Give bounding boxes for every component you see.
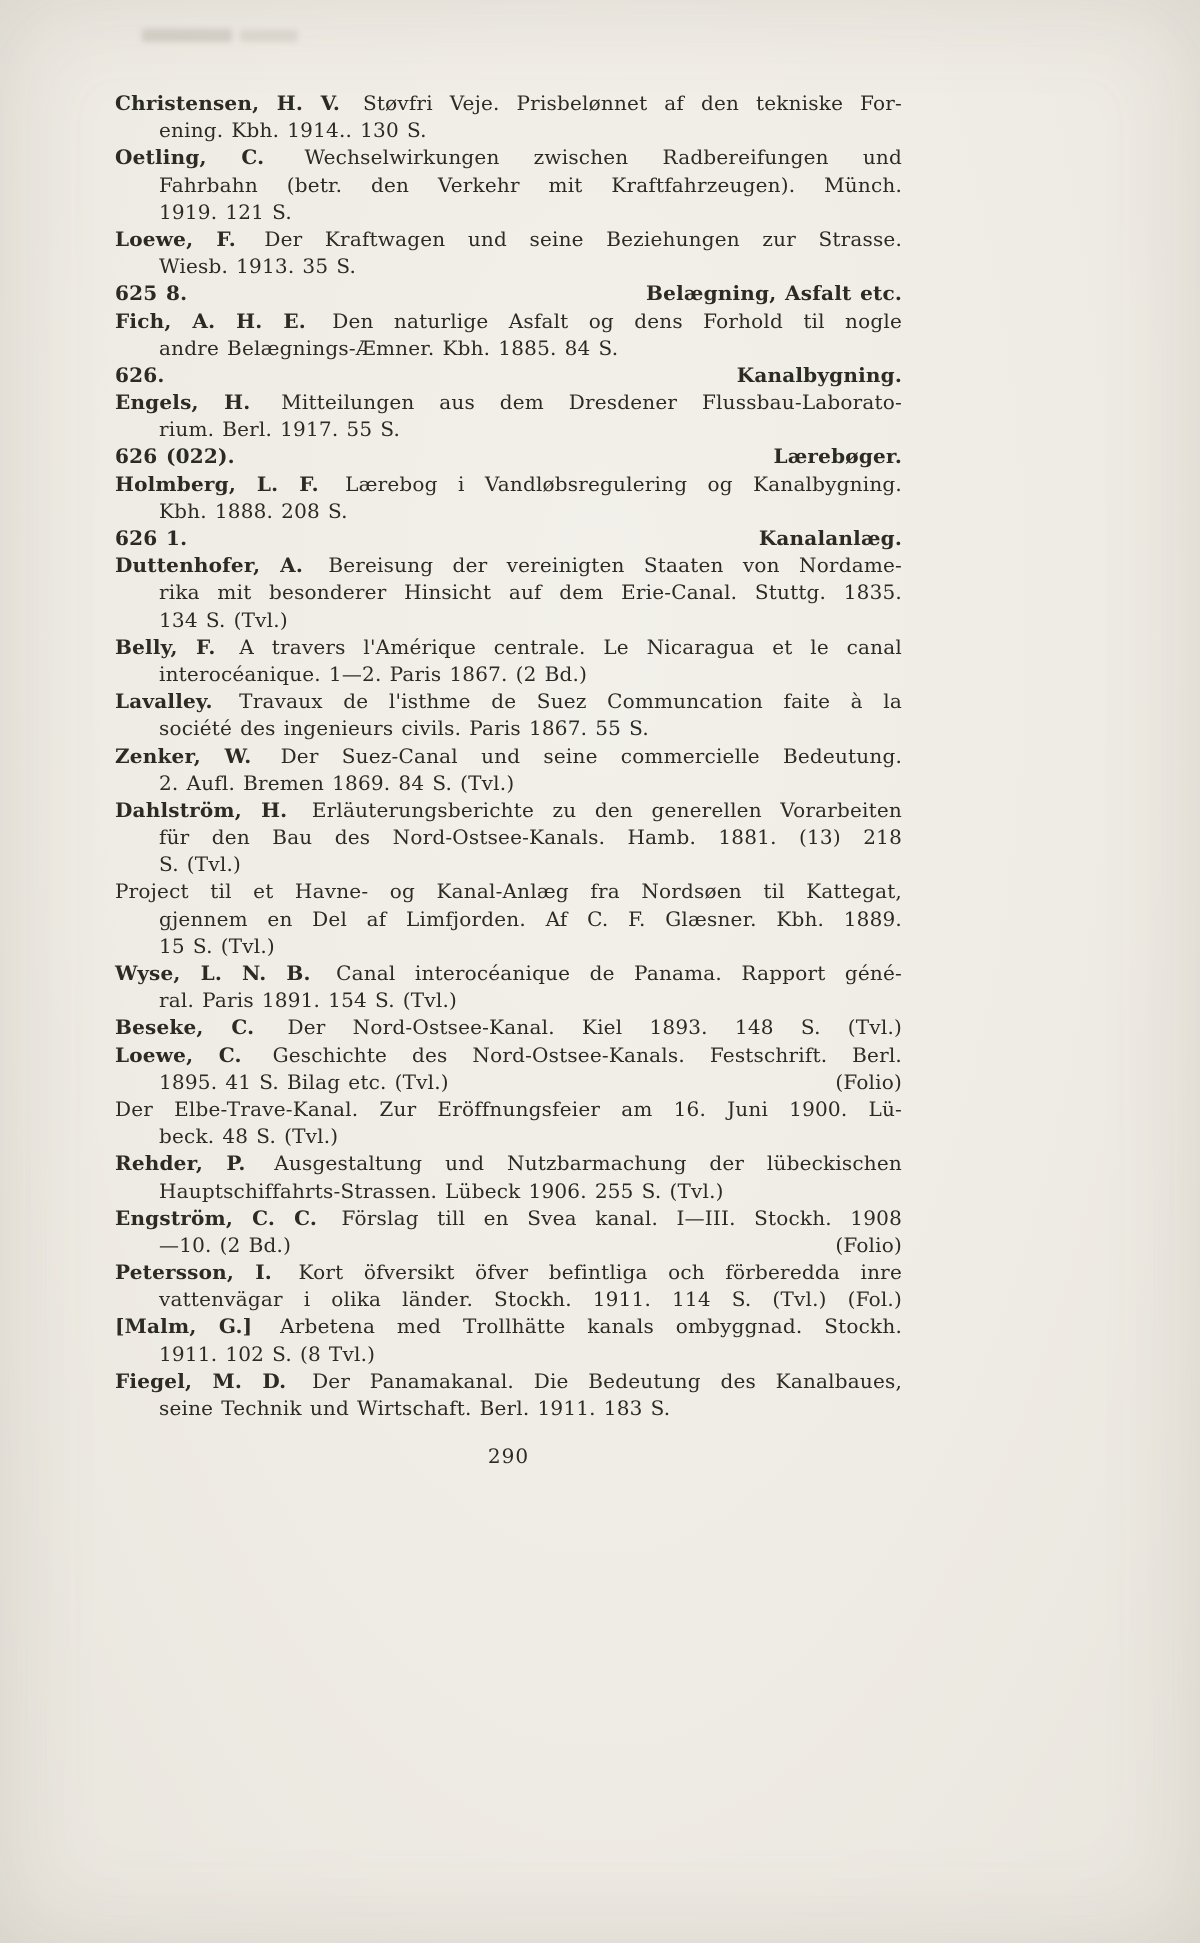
section-heading: [115, 443, 902, 470]
entry-line: [115, 498, 902, 525]
entry-text: 15 S. (Tvl.): [159, 933, 275, 958]
entry-author: [Malm, G.]: [115, 1314, 253, 1339]
entry-line: [115, 1096, 902, 1123]
entry-line: [115, 579, 902, 606]
entry-line: [115, 933, 902, 960]
entry-line: [115, 634, 902, 661]
entry-text: Der Elbe-Trave-Kanal. Zur Eröffnungsfeier am 16. Juni 1900. Lü-: [115, 1096, 902, 1121]
entry-line: [115, 824, 902, 851]
entry-text: A travers l'Amérique centrale. Le Nicaragua et le canal: [239, 634, 902, 659]
entry-author: Dahlström, H.: [115, 797, 288, 822]
entry-line: [115, 1232, 902, 1259]
entry-line: [115, 199, 902, 226]
entry-author: Christensen, H. V.: [115, 91, 340, 115]
entry-text: andre Belægnings-Æmner. Kbh. 1885. 84 S.: [159, 335, 619, 360]
entry-line: [115, 335, 902, 362]
entry-line: [115, 172, 902, 199]
section-title: Kanalbygning.: [736, 362, 902, 387]
entry-text: ral. Paris 1891. 154 S. (Tvl.): [159, 988, 458, 1013]
entry-line: [115, 607, 902, 634]
entry-author: Fiegel, M. D.: [115, 1368, 287, 1393]
section-heading: [115, 280, 902, 307]
entry-line: [115, 851, 902, 878]
page-number: 290: [487, 1444, 530, 1468]
entry-line: [115, 1368, 902, 1395]
entry-line: [115, 416, 902, 443]
entry-text: für den Bau des Nord-Ostsee-Kanals. Hamb. 1881. (13) 218: [159, 825, 902, 850]
text-block: [115, 90, 902, 1422]
entry-text: gjennem en Del af Limfjorden. Af C. F. Glæsner. Kbh. 1889.: [159, 906, 902, 931]
entry-author: Duttenhofer, A.: [115, 553, 304, 578]
entry-line: [115, 906, 902, 933]
entry-text: Lærebog i Vandløbsregulering og Kanalbygning.: [345, 471, 902, 496]
entry-line: [115, 389, 902, 416]
entry-line: [115, 743, 902, 770]
section-title: Kanalanlæg.: [758, 526, 902, 550]
section-heading: [115, 525, 902, 552]
entry-text: Hauptschiffahrts-Strassen. Lübeck 1906. 255 S. (Tvl.): [159, 1178, 724, 1203]
entry-text: Kort öfversikt öfver befintliga och förberedda inre: [298, 1260, 902, 1285]
entry-line: [115, 253, 902, 280]
entry-author: Lavalley.: [115, 689, 213, 714]
entry-author: Rehder, P.: [115, 1151, 246, 1176]
entry-text: Förslag till en Svea kanal. I—III. Stockh. 1908: [341, 1205, 902, 1230]
entry-line: [115, 1286, 902, 1313]
entry-text: Der Nord-Ostsee-Kanal. Kiel 1893. 148 S. (Tvl.): [287, 1015, 903, 1040]
entry-line: [115, 1259, 902, 1286]
entry-text: 134 S. (Tvl.): [159, 607, 288, 632]
scan-smudge: [240, 30, 298, 42]
entry-text: Ausgestaltung und Nutzbarmachung der lübeckischen: [274, 1151, 902, 1176]
entry-line: [115, 715, 902, 742]
entry-line: [115, 1014, 902, 1041]
entry-text: rika mit besonderer Hinsicht auf dem Erie-Canal. Stuttg. 1835.: [159, 580, 902, 605]
entry-line: [115, 770, 902, 797]
entry-line: [115, 1395, 902, 1422]
entry-line: [115, 960, 902, 987]
entry-text: Bereisung der vereinigten Staaten von Nordame-: [328, 553, 902, 578]
entry-text: Wiesb. 1913. 35 S.: [159, 254, 357, 279]
entry-line: [115, 1150, 902, 1177]
section-number: 625 8.: [115, 281, 188, 306]
entry-line: [115, 90, 902, 117]
entry-author: Fich, A. H. E.: [115, 308, 306, 333]
entry-text: Der Panamakanal. Die Bedeutung des Kanalbaues,: [312, 1368, 903, 1393]
entry-text: société des ingenieurs civils. Paris 1867. 55 S.: [159, 716, 649, 741]
entry-line: [115, 552, 902, 579]
entry-line: [115, 117, 902, 144]
scan-smudge: [142, 29, 232, 42]
entry-text: Project til et Havne- og Kanal-Anlæg fra Nordsøen til Kattegat,: [115, 879, 902, 904]
entry-line: [115, 144, 902, 171]
entry-line: [115, 1205, 902, 1232]
section-number: 626 (022).: [115, 444, 235, 469]
entry-author: Petersson, I.: [115, 1260, 272, 1285]
entry-line: [115, 1313, 902, 1340]
entry-text: —10. (2 Bd.): [159, 1232, 292, 1257]
entry-line: [115, 1123, 902, 1150]
entry-text: vattenvägar i olika länder. Stockh. 1911. 114 S. (Tvl.) (Fol.): [159, 1287, 902, 1312]
entry-text: Erläuterungsberichte zu den generellen Vorarbeiten: [311, 797, 902, 822]
entry-text: rium. Berl. 1917. 55 S.: [159, 417, 401, 442]
entry-line: [115, 797, 902, 824]
entry-line: [115, 688, 902, 715]
entry-line: [115, 987, 902, 1014]
section-heading: [115, 362, 902, 389]
entry-text: Geschichte des Nord-Ostsee-Kanals. Festschrift. Berl.: [272, 1042, 902, 1067]
entry-text: interocéanique. 1—2. Paris 1867. (2 Bd.): [159, 661, 588, 686]
entry-author: Engels, H.: [115, 390, 251, 415]
entry-text: Wechselwirkungen zwischen Radbereifungen und: [304, 145, 903, 170]
entry-text: ening. Kbh. 1914.. 130 S.: [159, 118, 427, 143]
entry-author: Zenker, W.: [115, 743, 252, 768]
entry-text: beck. 48 S. (Tvl.): [159, 1124, 339, 1149]
entry-text: Mitteilungen aus dem Dresdener Flussbau-Laborato-: [281, 390, 902, 415]
entry-text: 1919. 121 S.: [159, 199, 292, 224]
section-title: Belægning, Asfalt etc.: [646, 281, 902, 306]
entry-text: 1911. 102 S. (8 Tvl.): [159, 1341, 376, 1366]
entry-text: Der Kraftwagen und seine Beziehungen zur Strasse.: [264, 226, 902, 251]
entry-author: Belly, F.: [115, 634, 216, 659]
entry-text: Canal interocéanique de Panama. Rapport géné-: [336, 961, 902, 985]
entry-line: [115, 1178, 902, 1205]
entry-author: Loewe, F.: [115, 226, 236, 251]
entry-line: [115, 1341, 902, 1368]
entry-author: Holmberg, L. F.: [115, 471, 319, 496]
entry-line: [115, 878, 902, 905]
entry-line: [115, 308, 902, 335]
entry-text: Travaux de l'isthme de Suez Communcation faite à la: [239, 689, 902, 714]
entry-line: [115, 471, 902, 498]
entry-text: Den naturlige Asfalt og dens Forhold til nogle: [332, 308, 903, 333]
format-note: (Folio): [835, 1069, 902, 1094]
format-note: (Folio): [835, 1232, 902, 1257]
section-title: Lærebøger.: [773, 444, 902, 469]
entry-text: S. (Tvl.): [159, 852, 242, 877]
entry-text: seine Technik und Wirtschaft. Berl. 1911. 183 S.: [159, 1396, 671, 1420]
entry-author: Beseke, C.: [115, 1015, 255, 1040]
entry-line: [115, 661, 902, 688]
entry-line: [115, 226, 902, 253]
entry-text: Kbh. 1888. 208 S.: [159, 498, 348, 523]
entry-author: Loewe, C.: [115, 1042, 242, 1067]
entry-text: Fahrbahn (betr. den Verkehr mit Kraftfahrzeugen). Münch.: [159, 172, 902, 197]
entry-text: Der Suez-Canal und seine commercielle Bedeutung.: [280, 743, 902, 768]
section-number: 626.: [115, 362, 165, 387]
entry-text: Arbetena med Trollhätte kanals ombyggnad. Stockh.: [280, 1314, 903, 1339]
entry-line: [115, 1069, 902, 1096]
entry-author: Oetling, C.: [115, 145, 265, 170]
entry-text: Støvfri Veje. Prisbelønnet af den tekniske For-: [362, 91, 902, 115]
entry-author: Wyse, L. N. B.: [115, 961, 311, 985]
entry-line: [115, 1042, 902, 1069]
entry-text: 1895. 41 S. Bilag etc. (Tvl.): [159, 1069, 449, 1094]
section-number: 626 1.: [115, 526, 188, 550]
entry-author: Engström, C. C.: [115, 1205, 318, 1230]
entry-text: 2. Aufl. Bremen 1869. 84 S. (Tvl.): [159, 770, 515, 795]
